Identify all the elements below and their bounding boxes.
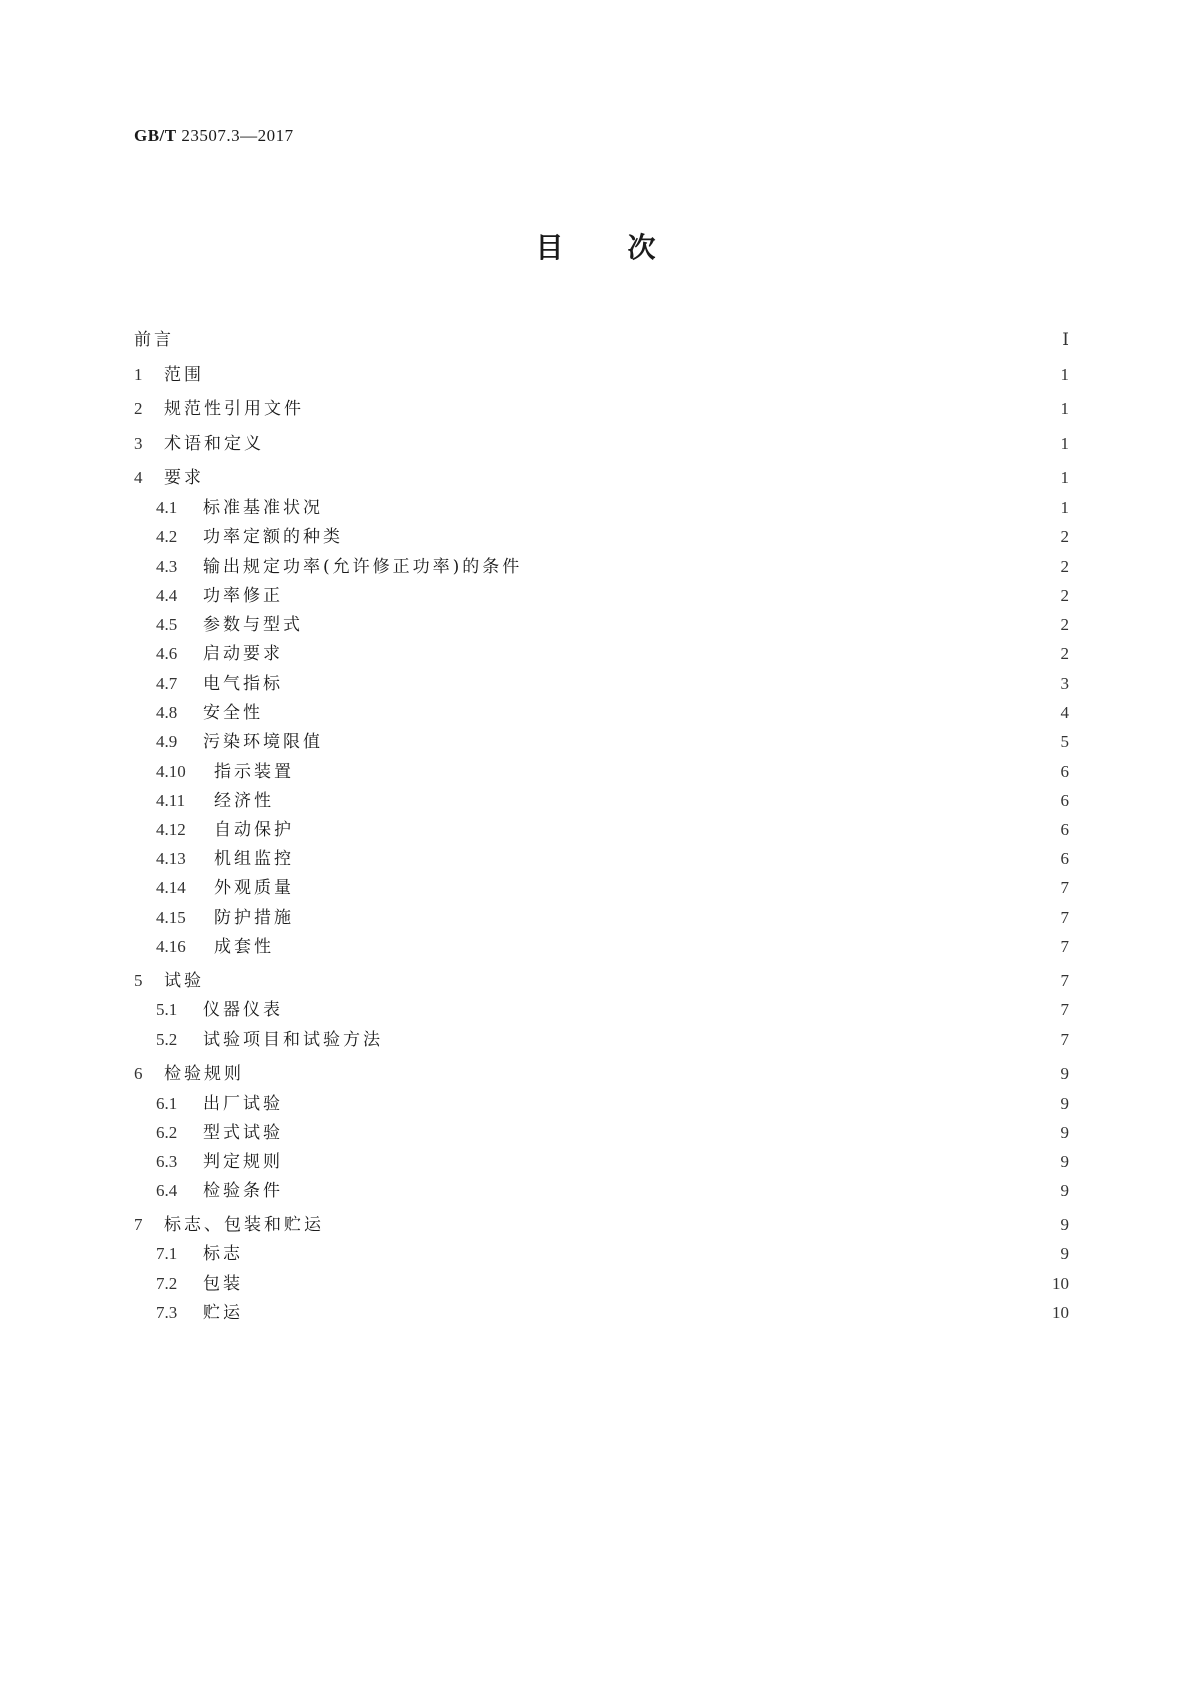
toc-entry-title: 功率修正 bbox=[203, 586, 283, 606]
toc-entry[interactable] bbox=[156, 818, 1069, 842]
toc-entry-title: 污染环境限值 bbox=[203, 732, 323, 752]
toc-entry[interactable] bbox=[156, 1150, 1069, 1174]
toc-entry-page: 7 bbox=[1060, 1000, 1069, 1019]
toc-entry-title: 成套性 bbox=[214, 937, 274, 957]
toc-entry[interactable] bbox=[134, 432, 1069, 456]
toc-entry-page: 9 bbox=[1060, 1215, 1069, 1234]
toc-entry-title: 要求 bbox=[164, 468, 204, 488]
toc-entry-label bbox=[156, 525, 343, 549]
dot-leader bbox=[293, 672, 1031, 696]
toc-entry-label bbox=[134, 432, 264, 456]
dot-leader bbox=[314, 397, 1031, 421]
toc-entry[interactable] bbox=[156, 998, 1069, 1022]
toc-entry[interactable] bbox=[134, 466, 1069, 490]
toc-entry[interactable] bbox=[156, 642, 1069, 666]
toc-entry-label bbox=[156, 613, 303, 637]
toc-entry-number: 4.3 bbox=[156, 557, 178, 576]
toc-entry-number: 4 bbox=[134, 468, 143, 487]
toc-entry-title: 安全性 bbox=[203, 703, 263, 723]
toc-entry[interactable] bbox=[156, 1121, 1069, 1145]
toc-entry-number: 6 bbox=[134, 1064, 143, 1083]
toc-entry[interactable] bbox=[156, 525, 1069, 549]
toc-entry-label bbox=[156, 730, 323, 754]
toc-entry[interactable] bbox=[156, 584, 1069, 608]
page-title: 目次 bbox=[535, 231, 720, 264]
toc-entry-number: 4.10 bbox=[156, 762, 186, 781]
toc-entry-page: 9 bbox=[1060, 1094, 1069, 1113]
toc-entry-title: 术语和定义 bbox=[164, 434, 264, 454]
toc-entry-page: 9 bbox=[1060, 1244, 1069, 1263]
toc-entry[interactable] bbox=[134, 328, 1069, 352]
toc-entry-label bbox=[156, 1272, 243, 1296]
standard-number: 23507.3—2017 bbox=[181, 126, 294, 145]
dot-leader bbox=[293, 1150, 1031, 1174]
toc-entry-label bbox=[156, 642, 283, 666]
toc-entry[interactable] bbox=[156, 935, 1069, 959]
toc-entry-label bbox=[156, 789, 274, 813]
toc-entry[interactable] bbox=[156, 789, 1069, 813]
toc-entry-number: 4.14 bbox=[156, 878, 186, 897]
toc-entry-title: 防护措施 bbox=[214, 908, 294, 928]
toc-entry-title: 判定规则 bbox=[203, 1152, 283, 1172]
toc-entry[interactable] bbox=[156, 1272, 1069, 1296]
toc-entry-title: 外观质量 bbox=[214, 878, 294, 898]
dot-leader bbox=[304, 906, 1031, 930]
toc-entry-title: 包装 bbox=[203, 1274, 243, 1294]
toc-entry-title: 范围 bbox=[164, 365, 204, 385]
toc-entry-title: 检验规则 bbox=[164, 1064, 244, 1084]
toc-entry-page: 5 bbox=[1060, 732, 1069, 751]
toc-entry-number: 2 bbox=[134, 399, 143, 418]
toc-entry-number: 4.1 bbox=[156, 498, 178, 517]
toc-entry-title: 试验 bbox=[164, 971, 204, 991]
toc-entry-number: 4.6 bbox=[156, 644, 178, 663]
toc-entry[interactable] bbox=[156, 555, 1069, 579]
toc-entry-page: 10 bbox=[1052, 1274, 1069, 1293]
toc-entry-number: 6.2 bbox=[156, 1123, 178, 1142]
dot-leader bbox=[284, 935, 1031, 959]
dot-leader bbox=[304, 760, 1031, 784]
toc-entry-label bbox=[156, 672, 283, 696]
toc-entry-label bbox=[156, 1179, 283, 1203]
toc-entry[interactable] bbox=[156, 906, 1069, 930]
dot-leader bbox=[293, 1092, 1031, 1116]
toc-entry-label bbox=[156, 760, 294, 784]
toc-entry-page: 2 bbox=[1060, 615, 1069, 634]
toc-entry-number: 7.2 bbox=[156, 1274, 178, 1293]
toc-entry-page: 9 bbox=[1060, 1123, 1069, 1142]
toc-entry-number: 5.2 bbox=[156, 1030, 178, 1049]
dot-leader bbox=[313, 613, 1031, 637]
toc-entry-title: 启动要求 bbox=[203, 644, 283, 664]
toc-entry-title: 仪器仪表 bbox=[203, 1000, 283, 1020]
toc-entry[interactable] bbox=[156, 1092, 1069, 1116]
toc-entry[interactable] bbox=[156, 876, 1069, 900]
toc-entry[interactable] bbox=[156, 1242, 1069, 1266]
toc-entry-page: 3 bbox=[1060, 674, 1069, 693]
dot-leader bbox=[353, 525, 1031, 549]
dot-leader bbox=[304, 818, 1031, 842]
toc-entry-label bbox=[134, 466, 204, 490]
toc-entry[interactable] bbox=[134, 397, 1069, 421]
dot-leader bbox=[214, 969, 1031, 993]
toc-entry-title: 贮运 bbox=[203, 1303, 243, 1323]
dot-leader bbox=[214, 466, 1031, 490]
toc-entry-title: 型式试验 bbox=[203, 1123, 283, 1143]
toc-entry-label bbox=[134, 1213, 324, 1237]
toc-entry-number: 4.8 bbox=[156, 703, 178, 722]
toc-entry-label bbox=[156, 584, 283, 608]
toc-entry-page: 6 bbox=[1060, 762, 1069, 781]
toc-entry-page: 1 bbox=[1060, 365, 1069, 384]
toc-entry-number: 3 bbox=[134, 434, 143, 453]
toc-entry-number: 4.4 bbox=[156, 586, 178, 605]
toc-entry-title: 指示装置 bbox=[214, 762, 294, 782]
toc-entry-number: 5 bbox=[134, 971, 143, 990]
toc-entry-label bbox=[156, 1028, 383, 1052]
toc-entry-title: 试验项目和试验方法 bbox=[203, 1030, 383, 1050]
dot-leader bbox=[333, 496, 1031, 520]
toc-entry[interactable] bbox=[134, 1213, 1069, 1237]
dot-leader bbox=[393, 1028, 1031, 1052]
toc-entry-number: 4.15 bbox=[156, 908, 186, 927]
toc-entry-label bbox=[156, 818, 294, 842]
toc-entry-title: 机组监控 bbox=[214, 849, 294, 869]
toc-entry-label bbox=[156, 496, 323, 520]
toc-entry-label bbox=[156, 906, 294, 930]
dot-leader bbox=[284, 789, 1031, 813]
toc-entry-title: 规范性引用文件 bbox=[164, 399, 304, 419]
toc-entry-label bbox=[156, 876, 294, 900]
toc-entry-number: 4.7 bbox=[156, 674, 178, 693]
toc-entry-title: 经济性 bbox=[214, 791, 274, 811]
toc-entry-number: 6.1 bbox=[156, 1094, 178, 1113]
toc-entry-label bbox=[156, 701, 263, 725]
toc-entry-page: 7 bbox=[1060, 1030, 1069, 1049]
dot-leader bbox=[274, 432, 1031, 456]
toc-entry-number: 4.11 bbox=[156, 791, 186, 810]
toc-entry-number: 4.2 bbox=[156, 527, 178, 546]
toc-entry-page: 7 bbox=[1060, 908, 1069, 927]
toc-entry[interactable] bbox=[156, 672, 1069, 696]
toc-entry-title: 功率定额的种类 bbox=[203, 527, 343, 547]
toc-entry-page: 10 bbox=[1052, 1303, 1069, 1322]
toc-entry[interactable] bbox=[156, 496, 1069, 520]
toc-entry-page: 1 bbox=[1060, 498, 1069, 517]
dot-leader bbox=[253, 1301, 1031, 1325]
toc-entry-page: 6 bbox=[1060, 820, 1069, 839]
toc-entry[interactable] bbox=[156, 1028, 1069, 1052]
dot-leader bbox=[304, 847, 1031, 871]
toc-entry[interactable] bbox=[156, 701, 1069, 725]
toc-entry-page: 9 bbox=[1060, 1181, 1069, 1200]
dot-leader bbox=[293, 1179, 1031, 1203]
toc-entry[interactable] bbox=[134, 363, 1069, 387]
toc-entry[interactable] bbox=[156, 613, 1069, 637]
toc-entry[interactable] bbox=[156, 1301, 1069, 1325]
toc-entry[interactable] bbox=[134, 1062, 1069, 1086]
document-header bbox=[134, 126, 294, 146]
toc-entry-number: 4.9 bbox=[156, 732, 178, 751]
toc-entry-label bbox=[156, 555, 522, 579]
toc-entry-page: 1 bbox=[1060, 468, 1069, 487]
toc-entry-label bbox=[156, 1121, 283, 1145]
dot-leader bbox=[293, 1121, 1031, 1145]
toc-entry-page: Ⅰ bbox=[1062, 330, 1069, 349]
toc-entry-label bbox=[134, 1062, 244, 1086]
toc-entry-page: 9 bbox=[1060, 1064, 1069, 1083]
toc-entry-number: 7.1 bbox=[156, 1244, 178, 1263]
dot-leader bbox=[253, 1242, 1031, 1266]
toc-entry-label bbox=[156, 998, 283, 1022]
dot-leader bbox=[273, 701, 1031, 725]
toc-entry-label bbox=[134, 397, 304, 421]
dot-leader bbox=[254, 1062, 1031, 1086]
dot-leader bbox=[253, 1272, 1031, 1296]
toc-entry-page: 7 bbox=[1060, 937, 1069, 956]
toc-entry-number: 6.4 bbox=[156, 1181, 178, 1200]
dot-leader bbox=[184, 328, 1031, 352]
toc-entry-page: 7 bbox=[1060, 971, 1069, 990]
toc-entry-page: 2 bbox=[1060, 557, 1069, 576]
toc-entry-title: 电气指标 bbox=[203, 674, 283, 694]
toc-entry[interactable] bbox=[156, 847, 1069, 871]
toc-entry-label bbox=[156, 1150, 283, 1174]
standard-prefix: GB/T bbox=[134, 126, 177, 145]
toc-entry-title: 标准基准状况 bbox=[203, 498, 323, 518]
toc-entry-number: 4.13 bbox=[156, 849, 186, 868]
toc-entry-label bbox=[134, 328, 174, 352]
toc-entry-title: 输出规定功率(允许修正功率)的条件 bbox=[203, 557, 523, 577]
toc-entry-page: 6 bbox=[1060, 791, 1069, 810]
toc-entry-page: 2 bbox=[1060, 644, 1069, 663]
toc-entry-page: 1 bbox=[1060, 434, 1069, 453]
dot-leader bbox=[304, 876, 1031, 900]
toc-entry-title: 出厂试验 bbox=[203, 1094, 283, 1114]
toc-entry-number: 4.16 bbox=[156, 937, 186, 956]
toc-entry-title: 检验条件 bbox=[203, 1181, 283, 1201]
toc-entry-number: 6.3 bbox=[156, 1152, 178, 1171]
toc-entry-title: 参数与型式 bbox=[203, 615, 303, 635]
toc-entry-number: 4.12 bbox=[156, 820, 186, 839]
toc-entry-page: 6 bbox=[1060, 849, 1069, 868]
toc-entry-label bbox=[156, 935, 274, 959]
toc-entry-number: 1 bbox=[134, 365, 143, 384]
toc-entry-title: 标志 bbox=[203, 1244, 243, 1264]
dot-leader bbox=[334, 1213, 1031, 1237]
toc-entry-number: 4.5 bbox=[156, 615, 178, 634]
dot-leader bbox=[293, 584, 1031, 608]
toc-entry-label bbox=[156, 1092, 283, 1116]
toc-entry[interactable] bbox=[156, 1179, 1069, 1203]
toc-entry-number: 5.1 bbox=[156, 1000, 178, 1019]
toc-entry-page: 1 bbox=[1060, 399, 1069, 418]
toc-entry-page: 2 bbox=[1060, 527, 1069, 546]
dot-leader bbox=[214, 363, 1031, 387]
toc-entry-label bbox=[156, 847, 294, 871]
toc-entry-number: 7 bbox=[134, 1215, 143, 1234]
toc-entry-label bbox=[156, 1242, 243, 1266]
toc-entry-number: 7.3 bbox=[156, 1303, 178, 1322]
toc-entry-page: 7 bbox=[1060, 878, 1069, 897]
toc-entry[interactable] bbox=[156, 730, 1069, 754]
toc-entry-page: 4 bbox=[1060, 703, 1069, 722]
toc-entry-page: 9 bbox=[1060, 1152, 1069, 1171]
toc-entry-title: 自动保护 bbox=[214, 820, 294, 840]
dot-leader bbox=[293, 642, 1031, 666]
toc-entry-label bbox=[134, 969, 204, 993]
toc-entry[interactable] bbox=[156, 760, 1069, 784]
toc-entry-title: 标志、包装和贮运 bbox=[164, 1215, 324, 1235]
toc-entry-page: 2 bbox=[1060, 586, 1069, 605]
dot-leader bbox=[532, 555, 1031, 579]
dot-leader bbox=[333, 730, 1031, 754]
toc-entry-label bbox=[156, 1301, 243, 1325]
toc-entry-title: 前言 bbox=[134, 330, 174, 350]
toc-entry[interactable] bbox=[134, 969, 1069, 993]
dot-leader bbox=[293, 998, 1031, 1022]
toc-entry-label bbox=[134, 363, 204, 387]
